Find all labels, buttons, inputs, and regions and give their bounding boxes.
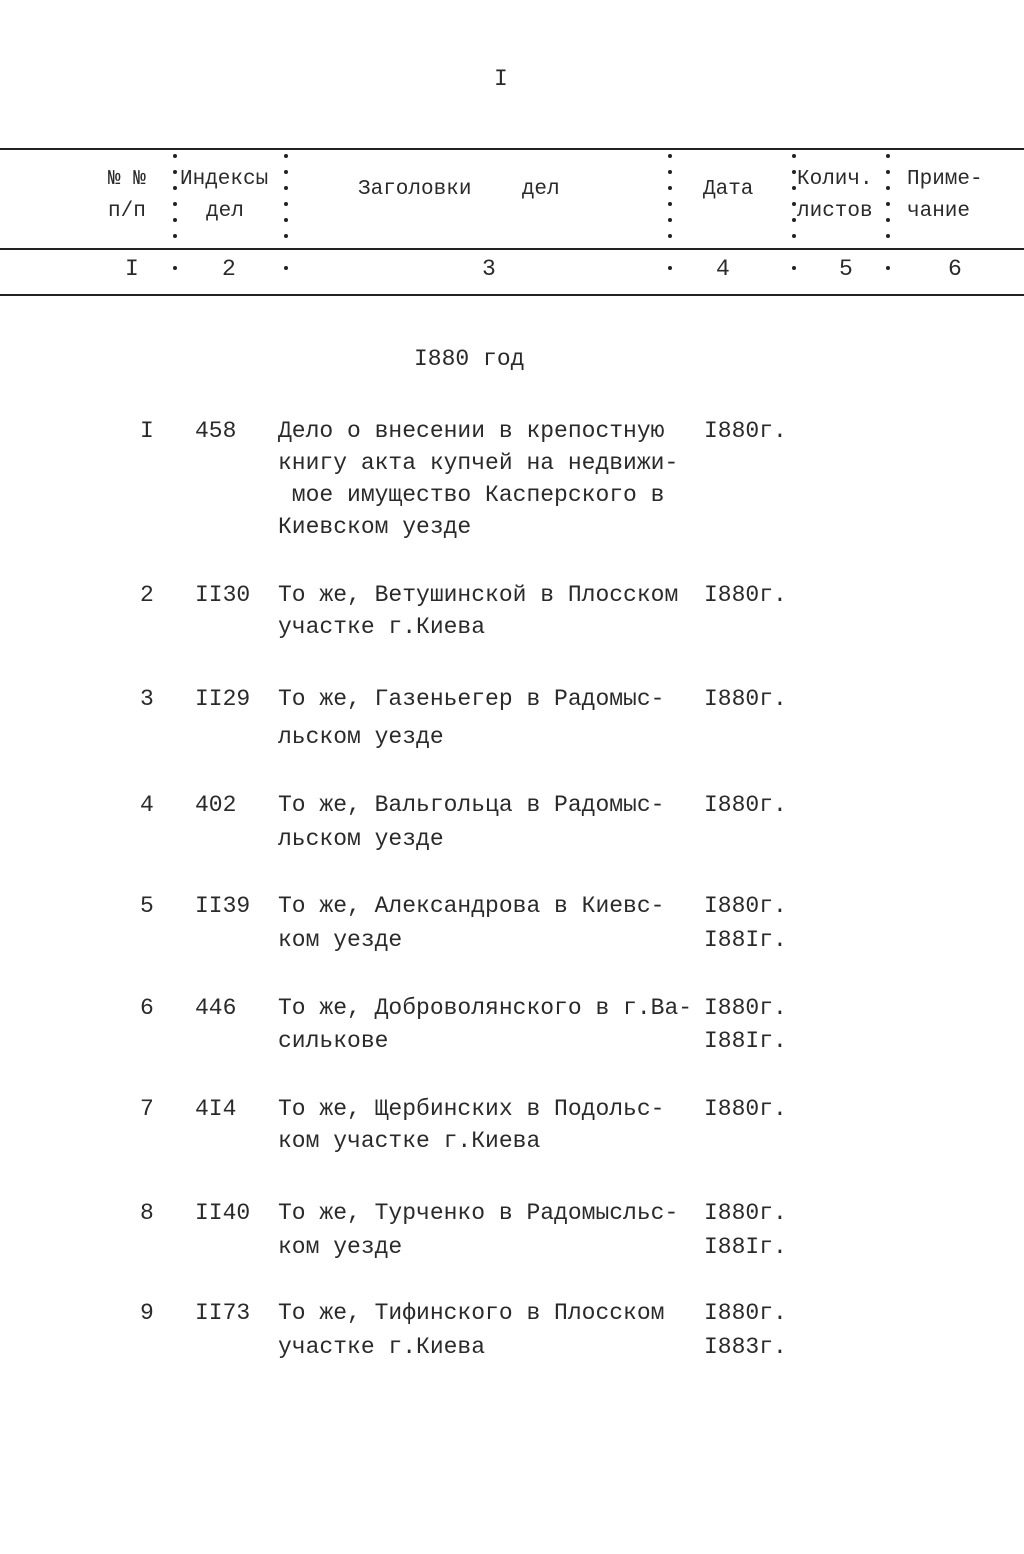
col-number: 5	[839, 256, 853, 282]
entry-index: 4I4	[195, 1096, 237, 1122]
entry-date: I88Iг.	[704, 927, 787, 953]
entry-title-line: То же, Доброволянского в г.Ва-	[278, 995, 693, 1021]
header-count-1: Колич.	[797, 168, 873, 191]
entry-title-line: льском уезде	[278, 724, 444, 750]
header-index-2: дел	[206, 200, 244, 223]
entry-index: II40	[195, 1200, 251, 1226]
separator-dot	[792, 170, 796, 174]
separator-dot	[886, 218, 890, 222]
separator-dot	[173, 202, 177, 206]
col-number: I	[125, 256, 139, 282]
entry-title-line: книгу акта купчей на недвижи-	[278, 450, 679, 476]
entry-date: I880г.	[704, 792, 787, 818]
entry-index: II30	[195, 582, 251, 608]
header-count-2: листов	[797, 200, 873, 223]
separator-dot	[886, 154, 890, 158]
header-titles: Заголовки дел	[358, 178, 560, 201]
header-note-2: чание	[907, 200, 971, 223]
separator-dot	[886, 186, 890, 190]
entry-index: II39	[195, 893, 251, 919]
entry-date: I880г.	[704, 893, 787, 919]
table-top-rule	[0, 148, 1024, 150]
col-number: 6	[948, 256, 962, 282]
separator-dot	[668, 170, 672, 174]
entry-date: I88Iг.	[704, 1234, 787, 1260]
separator-dot	[668, 186, 672, 190]
separator-dot	[668, 154, 672, 158]
separator-dot	[284, 234, 288, 238]
page-number: I	[494, 66, 508, 92]
entry-title-line: То же, Турченко в Радомысльс-	[278, 1200, 679, 1226]
entry-date: I880г.	[704, 1300, 787, 1326]
entry-number: 2	[140, 582, 154, 608]
entry-title-line: То же, Тифинского в Плосском	[278, 1300, 665, 1326]
col-number: 3	[482, 256, 496, 282]
separator-dot	[886, 202, 890, 206]
header-num-1: № №	[108, 168, 146, 191]
col-number: 2	[222, 256, 236, 282]
entry-number: 4	[140, 792, 154, 818]
entry-number: 6	[140, 995, 154, 1021]
separator-dot	[886, 234, 890, 238]
entry-title-line: То же, Александрова в Киевс-	[278, 893, 665, 919]
col-number: 4	[716, 256, 730, 282]
separator-dot	[886, 170, 890, 174]
entry-number: I	[140, 418, 154, 444]
entry-date: I880г.	[704, 1200, 787, 1226]
entry-index: II29	[195, 686, 251, 712]
entry-title-line: То же, Газеньегер в Радомыс-	[278, 686, 665, 712]
entry-number: 9	[140, 1300, 154, 1326]
separator-dot	[792, 234, 796, 238]
separator-dot	[668, 218, 672, 222]
separator-dot	[792, 218, 796, 222]
entry-title-line: ком участке г.Киева	[278, 1128, 541, 1154]
entry-title-line: льском уезде	[278, 826, 444, 852]
entry-title-line: ком уезде	[278, 1234, 403, 1260]
entry-date: I880г.	[704, 418, 787, 444]
entry-date: I880г.	[704, 582, 787, 608]
entry-date: I880г.	[704, 995, 787, 1021]
separator-dot	[668, 266, 672, 270]
section-title: I880 год	[414, 346, 525, 372]
entry-index: 402	[195, 792, 237, 818]
entry-index: 446	[195, 995, 237, 1021]
separator-dot	[173, 234, 177, 238]
separator-dot	[284, 266, 288, 270]
entry-index: 458	[195, 418, 237, 444]
table-mid-rule	[0, 248, 1024, 250]
separator-dot	[886, 266, 890, 270]
entry-date: I880г.	[704, 1096, 787, 1122]
separator-dot	[173, 266, 177, 270]
entry-number: 7	[140, 1096, 154, 1122]
entry-title-line: силькове	[278, 1028, 389, 1054]
header-num-2: п/п	[108, 200, 146, 223]
entry-number: 8	[140, 1200, 154, 1226]
table-bottom-rule	[0, 294, 1024, 296]
separator-dot	[173, 154, 177, 158]
entry-date: I88Iг.	[704, 1028, 787, 1054]
separator-dot	[284, 186, 288, 190]
entry-title-line: ком уезде	[278, 927, 403, 953]
header-index-1: Индексы	[180, 168, 269, 191]
header-date: Дата	[703, 178, 754, 201]
entry-index: II73	[195, 1300, 251, 1326]
entry-number: 5	[140, 893, 154, 919]
entry-number: 3	[140, 686, 154, 712]
entry-title-line: То же, Щербинских в Подольс-	[278, 1096, 665, 1122]
separator-dot	[173, 170, 177, 174]
entry-title-line: участке г.Киева	[278, 1334, 486, 1360]
entry-title-line: мое имущество Касперского в	[278, 482, 665, 508]
entry-title-line: То же, Вальгольца в Радомыс-	[278, 792, 665, 818]
entry-date: I880г.	[704, 686, 787, 712]
entry-date: I883г.	[704, 1334, 787, 1360]
separator-dot	[792, 186, 796, 190]
entry-title-line: То же, Ветушинской в Плосском	[278, 582, 679, 608]
separator-dot	[668, 202, 672, 206]
separator-dot	[173, 218, 177, 222]
separator-dot	[173, 186, 177, 190]
entry-title-line: Дело о внесении в крепостную	[278, 418, 665, 444]
entry-title-line: участке г.Киева	[278, 614, 486, 640]
separator-dot	[284, 170, 288, 174]
entry-title-line: Киевском уезде	[278, 514, 472, 540]
separator-dot	[284, 154, 288, 158]
header-note-1: Приме-	[907, 168, 983, 191]
separator-dot	[284, 202, 288, 206]
separator-dot	[668, 234, 672, 238]
separator-dot	[792, 202, 796, 206]
separator-dot	[284, 218, 288, 222]
separator-dot	[792, 154, 796, 158]
separator-dot	[792, 266, 796, 270]
